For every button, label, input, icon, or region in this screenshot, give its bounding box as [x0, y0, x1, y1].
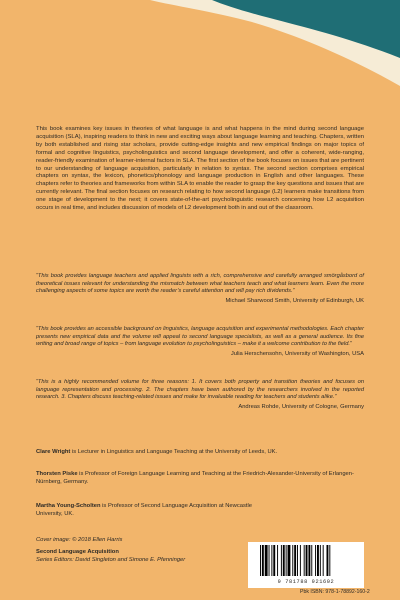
editor-description: is Professor of Foreign Language Learning and Teaching at the Friedrich-Alexander-University of Erlangen-Nürnberg, Germany. — [36, 471, 354, 485]
barcode-bar — [281, 545, 282, 576]
barcode-bar — [292, 545, 293, 576]
barcode-bar — [329, 545, 330, 576]
editor-name: Thorsten Piske — [36, 471, 78, 477]
endorsement-quote: “This is a highly recommended volume for three reasons: 1. It covers both property and transition theories and focuses on language representation and processing. 2. The chapters have been authored by the researchers involved in the reported research. 3. Chapters discuss teaching-related issues and make for invaluable reading for teachers and students alike.” — [36, 379, 364, 401]
barcode-bar — [306, 545, 308, 576]
barcode-bar — [271, 545, 272, 576]
endorsement-2 — [36, 326, 364, 358]
barcode-bar — [277, 545, 278, 576]
series-title: Second Language Acquisition — [36, 549, 119, 556]
barcode-bar — [260, 545, 261, 576]
barcode-bar — [273, 545, 275, 576]
endorsement-quote: “This book provides an accessible background on linguistics, language acquisition and experimental methodologies. Each chapter presents new empirical data and the volume will appeal to second language specialists, as well as a general audience. Its fine writing and broad range of topics – from language evolution to psycholinguistics – make it a welcome contribution to the field.” — [36, 326, 364, 348]
credits-block — [36, 537, 185, 564]
endorsement-3 — [36, 379, 364, 411]
barcode-digits: 9 781788 921602 — [277, 579, 335, 585]
isbn: Pbk ISBN: 978-1-78892-160-2 — [300, 589, 370, 595]
barcode-bar — [327, 545, 329, 576]
barcode-bar — [308, 545, 310, 576]
barcode-bar — [320, 545, 321, 576]
barcode-bar — [283, 545, 285, 576]
barcode-bar — [323, 545, 324, 576]
barcode-bar — [317, 545, 319, 576]
editor-bio-2 — [36, 471, 364, 486]
endorsement-attribution: Julia Herschensohn, University of Washington, USA — [230, 350, 364, 357]
editor-description: is Lecturer in Linguistics and Language Teaching at the University of Leeds, UK. — [70, 449, 278, 455]
barcode-bar — [304, 545, 305, 576]
editor-name: Martha Young-Scholten — [36, 503, 101, 509]
editor-bio-1 — [36, 449, 364, 457]
barcode-bar — [300, 545, 301, 576]
editor-description: is Professor of Second Language Acquisition at Newcastle University, UK. — [36, 503, 252, 517]
series-editors: Series Editors: David Singleton and Simone E. Pfenninger — [36, 556, 186, 563]
endorsement-1 — [36, 273, 364, 305]
barcode-bar — [262, 545, 264, 576]
cover-image-credit: Cover image: © 2018 Ellen Harris — [36, 537, 123, 543]
endorsement-quote: “This book provides language teachers and applied linguists with a rich, comprehensive and carefully arranged smörgåsbord of theoretical issues relevant for understanding the mismatch between what teachers teach and what learners learn. Even the more challenging aspects of some topics are worth the reader’s careful attention and will pay rich dividends.” — [36, 273, 364, 295]
barcode-bar — [294, 545, 296, 576]
endorsement-attribution: Andreas Rohde, University of Cologne, Germany — [238, 403, 364, 410]
editor-name: Clare Wright — [36, 449, 71, 455]
barcode-bar — [297, 545, 298, 576]
barcode-graphic — [248, 542, 364, 579]
barcode-bar — [288, 545, 291, 576]
cover-wave-decoration — [0, 0, 400, 110]
book-description: This book examines key issues in theories of what language is and what happens in the mind during second language acquisition (SLA), inspiring readers to think in new and exciting ways about language learning and teaching. Chapters, written by both established and rising star scholars, provide cutting-edge insights and new empirical findings on major topics of formal and cognitive linguistics, psycholinguistics and second language development, and offer a coherent, wide-ranging, reader-friendly examination of learner-internal factors in SLA. The first section of the book focuses on issues that are pertinent to our understanding of language acquisition, particularly in relation to syntax. The second section comprises empirical chapters on syntax, the lexicon, phonetics/phonology and language production in English and other languages. These chapters refer to theories and frameworks from within SLA to enable the reader to grasp the key questions and issues that are currently relevant. The final section focuses on research relating to how second language (L2) learners make transitions from one stage of development to the next; it covers state-of-the-art psycholinguistic research concerning how L2 acquisition occurs in real time, and includes discussion of models of L2 development both in and out of the classroom. — [36, 126, 364, 212]
barcode-bar — [269, 545, 270, 576]
barcode-bar — [286, 545, 287, 576]
barcode-bar — [265, 545, 268, 576]
editor-bio-3 — [36, 503, 264, 518]
barcode-bar — [315, 545, 316, 576]
barcode-bar — [311, 545, 312, 576]
endorsement-attribution: Michael Sharwood Smith, University of Edinburgh, UK — [225, 297, 364, 304]
